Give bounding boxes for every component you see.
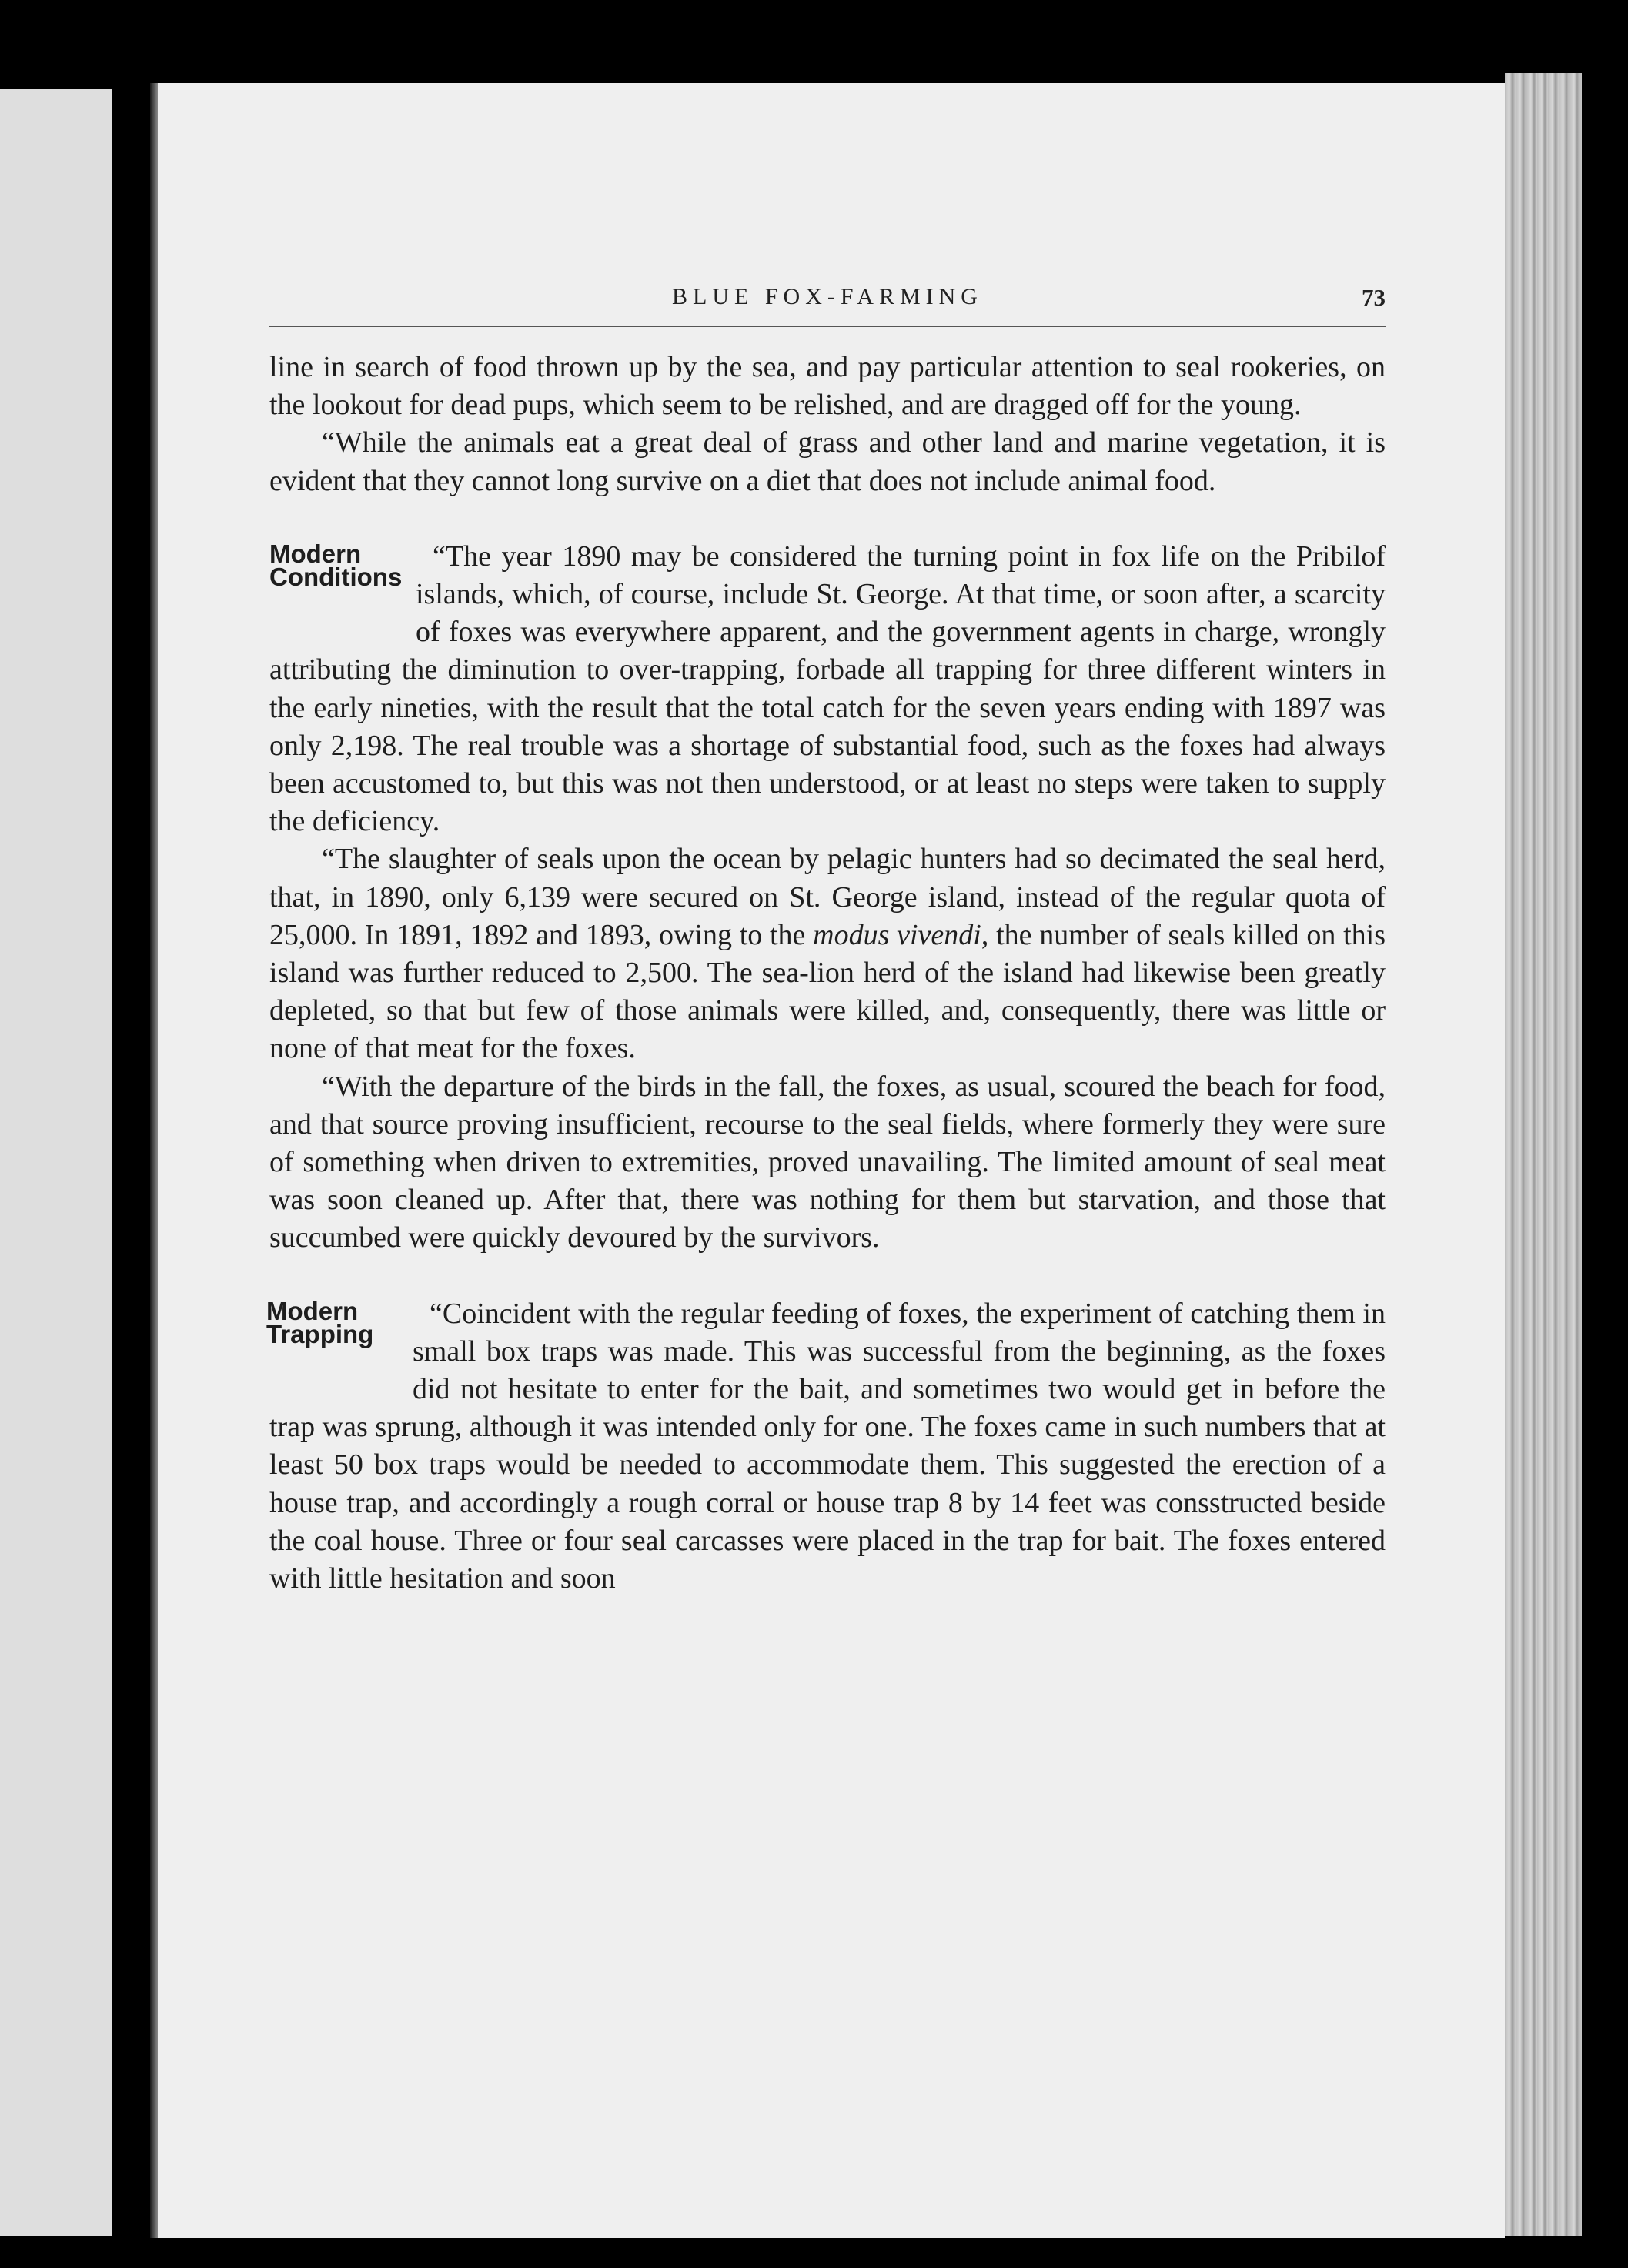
paragraph-text: “The year 1890 may be considered the turning point in fox life on the Pribilof islands, which, of course, include St. George. At that time, or soon after, a scarcity of foxes was everywhere apparent, and the government agents in charge, wrongly attributing the diminution to over-trapping, forbade all trapping for three different winters in the early nineties, with the result that the total catch for the seven years ending with 1897 was only 2,198. The real trouble was a shortage of substantial food, such as the foxes had always been accustomed to, but this was not then understood, or at least no steps were taken to supply the deficiency.: [269, 539, 1386, 838]
left-page-edge: [0, 89, 112, 2236]
paragraph: [269, 840, 1386, 1067]
paragraph: “With the departure of the birds in the fall, the foxes, as usual, scoured the beach for food, and that source proving insufficient, recourse to the seal fields, where formerly they were sure of something when driven to extremities, proved unavailing. The limited amount of seal meat was soon cleaned up. After that, there was nothing for them but starvation, and those that succumbed were quickly devoured by the survivors.: [269, 1070, 1386, 1254]
sidenote-line: Modern: [269, 539, 362, 568]
sidenote-line: Trapping: [266, 1319, 374, 1348]
sidenote-line: Modern: [266, 1296, 359, 1325]
paragraph: [269, 1295, 1386, 1598]
italic-term: modus vivendi: [813, 918, 981, 951]
paragraph-text: “Coincident with the regular feeding of foxes, the experiment of catching them in small box traps was made. This was successful from the beginning, as the foxes did not hesitate to enter for the bait, and sometimes two would get in before the trap was sprung, although it was intended only for one. The foxes came in such numbers that at least 50 box traps would be needed to accommodate them. This suggested the erection of a house trap, and accordingly a rough corral or house trap 8 by 14 feet was consstructed beside the coal house. Three or four seal carcasses were placed in the trap for bait. The foxes entered with little hesitation and soon: [269, 1297, 1386, 1595]
sidenote-line: Conditions: [269, 562, 403, 591]
page-edges: [1505, 73, 1582, 2236]
paragraph: “While the animals eat a great deal of grass and other land and marine vegetation, it is evident that they cannot long survive on a diet that does not include animal food.: [269, 426, 1386, 497]
body-text: [266, 349, 1386, 1598]
paragraph-text: “The slaughter of seals upon the ocean by pelagic hunters had so decimated the seal herd, that, in 1890, only 6,139 were secured on St. George island, instead of the regular quota of 25,000. In 1891, 1892 and 1893, owing to the: [269, 843, 1386, 951]
page-header: [269, 279, 1386, 327]
page-number: 73: [1362, 284, 1386, 311]
book-page: [150, 83, 1505, 2238]
paragraph: [269, 538, 1386, 841]
section-modern-conditions: [269, 538, 1386, 841]
spine-shadow: [150, 83, 158, 2238]
section-modern-trapping: [266, 1295, 1386, 1598]
running-head: BLUE FOX-FARMING: [672, 284, 983, 309]
sidenote-modern-conditions: [269, 539, 416, 618]
paragraph-text: , the number of seals killed on this island was further reduced to 2,500. The sea-lion herd of the island had likewise been greatly depleted, so that but few of those animals were killed, and, consequently, there was little or none of that meat for the foxes.: [269, 918, 1386, 1065]
sidenote-modern-trapping: [266, 1296, 413, 1375]
paragraph-continued: line in search of food thrown up by the sea, and pay particular attention to seal rookeries, on the lookout for dead pups, which seem to be relished, and are dragged off for the young.: [269, 351, 1386, 422]
